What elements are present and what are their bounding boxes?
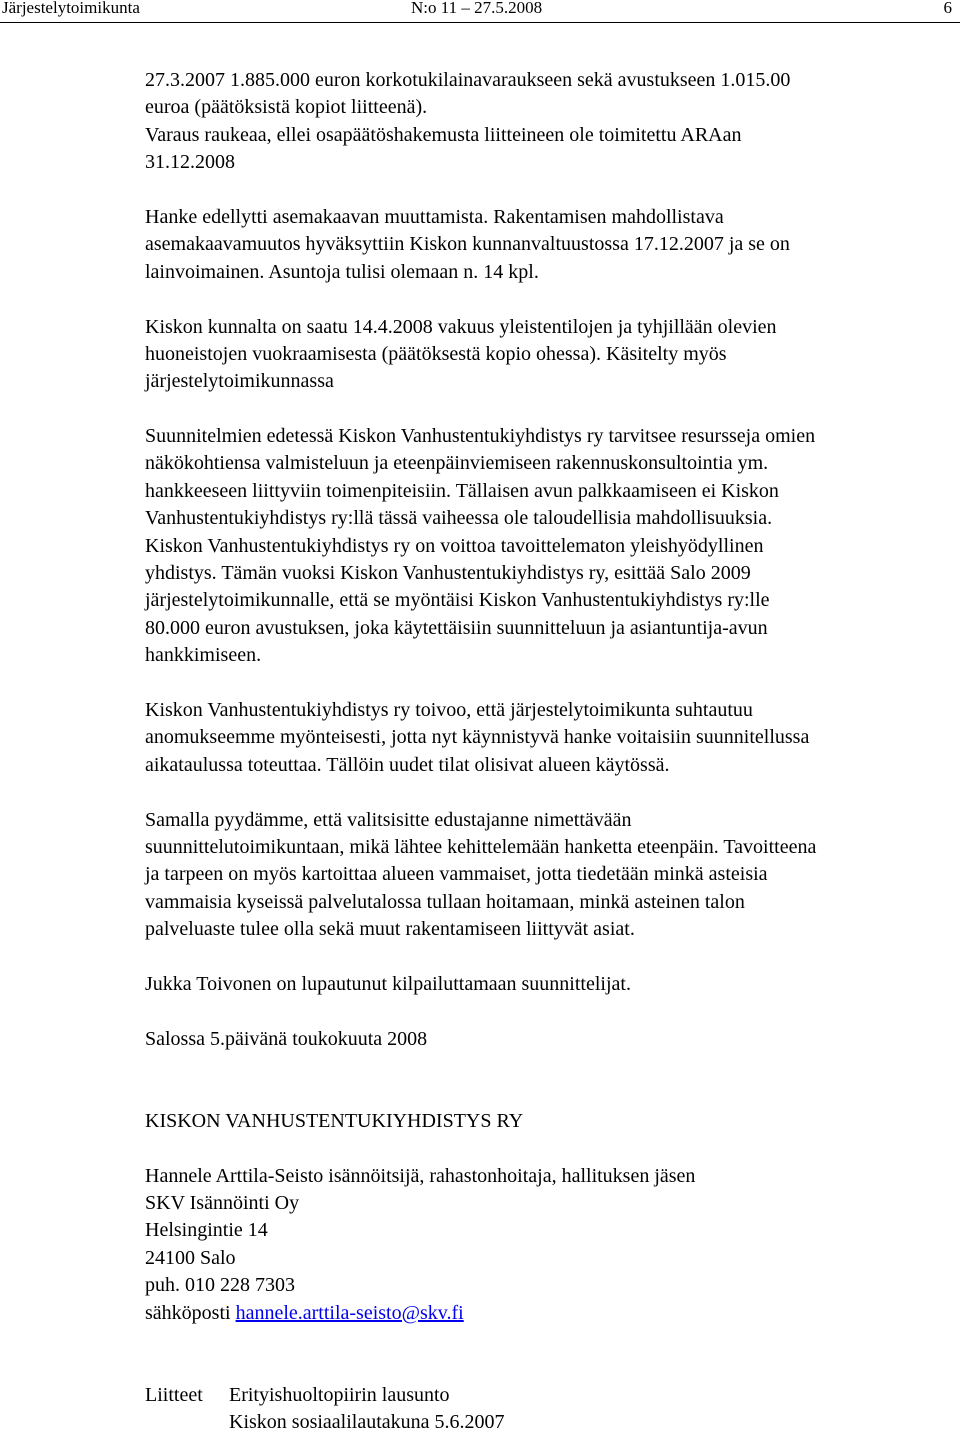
contact-email-line bbox=[145, 1300, 955, 1327]
paragraph-hope bbox=[145, 697, 955, 779]
paragraph-representative bbox=[145, 807, 955, 944]
email-label: sähköposti bbox=[145, 1301, 236, 1324]
attachments-label: Liitteet bbox=[145, 1383, 203, 1406]
header-issue-date: N:o 11 – 27.5.2008 bbox=[411, 0, 543, 17]
page-header bbox=[0, 0, 960, 23]
contact-postal: 24100 Salo bbox=[145, 1246, 236, 1269]
text-line: Kiskon Vanhustentukiyhdistys ry toivoo, että järjestelytoimikunta suhtautuu bbox=[145, 698, 753, 721]
text-line: 80.000 euron avustuksen, joka käytettäisiin suunnitteluun ja asiantuntija-avun bbox=[145, 616, 768, 639]
paragraph-municipality-guarantee bbox=[145, 314, 955, 396]
attachment-row bbox=[145, 1382, 955, 1409]
paragraph-designers: Jukka Toivonen on lupautunut kilpailuttamaan suunnittelijat. bbox=[145, 972, 631, 995]
text-line: 27.3.2007 1.885.000 euron korkotukilainavaraukseen sekä avustukseen 1.015.00 bbox=[145, 69, 791, 91]
text-line: Hanke edellytti asemakaavan muuttamista. Rakentamisen mahdollistava bbox=[145, 205, 724, 228]
contact-phone: puh. 010 228 7303 bbox=[145, 1274, 295, 1297]
text-line: lainvoimainen. Asuntoja tulisi olemaan n. 14 kpl. bbox=[145, 260, 539, 283]
email-link[interactable]: hannele.arttila-seisto@skv.fi bbox=[235, 1301, 464, 1324]
document-body bbox=[145, 67, 955, 1437]
text-line: 31.12.2008 bbox=[145, 151, 235, 174]
paragraph-funding-request bbox=[145, 423, 955, 670]
text-line: yhdistys. Tämän vuoksi Kiskon Vanhustentukiyhdistys ry, esittää Salo 2009 bbox=[145, 562, 751, 585]
attachment-item: Erityishuoltopiirin lausunto bbox=[229, 1383, 450, 1406]
text-line: hankkimiseen. bbox=[145, 644, 262, 667]
attachments-block bbox=[145, 1382, 955, 1437]
contact-street: Helsingintie 14 bbox=[145, 1219, 268, 1242]
text-line: ja tarpeen on myös kartoittaa alueen vammaiset, jotta tiedetään minkä asteisia bbox=[145, 863, 768, 886]
contact-name: Hannele Arttila-Seisto isännöitsijä, rahastonhoitaja, hallituksen jäsen bbox=[145, 1164, 696, 1187]
contact-block bbox=[145, 1163, 955, 1327]
text-line: anomukseemme myönteisesti, jotta nyt käynnistyvä hanke voitaisiin suunnitellussa bbox=[145, 726, 810, 749]
text-line: Samalla pyydämme, että valitsisitte edustajanne nimettävään bbox=[145, 808, 632, 831]
text-line: euroa (päätöksistä kopiot liitteenä). bbox=[145, 96, 428, 119]
text-line: Suunnitelmien edetessä Kiskon Vanhustentukiyhdistys ry tarvitsee resursseja omien bbox=[145, 425, 816, 448]
organization-name: KISKON VANHUSTENTUKIYHDISTYS RY bbox=[145, 1109, 524, 1132]
place-and-date: Salossa 5.päivänä toukokuuta 2008 bbox=[145, 1027, 428, 1050]
text-line: näkökohtiensa valmisteluun ja eteenpäinviemiseen rakennuskonsultointia ym. bbox=[145, 452, 769, 475]
text-line: suunnittelutoimikuntaan, mikä lähtee kehittelemään hanketta eteenpäin. Tavoitteena bbox=[145, 835, 817, 858]
header-title: Järjestelytoimikunta bbox=[2, 0, 140, 17]
text-line: huoneistojen vuokraamisesta (päätöksestä kopio ohessa). Käsitelty myös bbox=[145, 342, 727, 365]
contact-company: SKV Isännöinti Oy bbox=[145, 1192, 300, 1215]
paragraph-zoning bbox=[145, 204, 955, 286]
text-line: Vanhustentukiyhdistys ry:llä tässä vaiheessa ole taloudellisia mahdollisuuksia. bbox=[145, 507, 773, 530]
text-line: palveluaste tulee olla sekä muut rakentamiseen liittyvät asiat. bbox=[145, 918, 635, 941]
attachment-row bbox=[145, 1409, 955, 1436]
text-line: asemakaavamuutos hyväksyttiin Kiskon kunnanvaltuustossa 17.12.2007 ja se on bbox=[145, 233, 790, 256]
text-line: Kiskon kunnalta on saatu 14.4.2008 vakuus yleistentilojen ja tyhjillään olevien bbox=[145, 315, 777, 338]
text-line: vammaisia kyseissä palvelutalossa tullaan hoitamaan, minkä asteinen talon bbox=[145, 890, 745, 913]
paragraph-loan-reservation bbox=[145, 67, 955, 177]
text-line: hankkeeseen liittyviin toimenpiteisiin. Tällaisen avun palkkaamiseen ei Kiskon bbox=[145, 479, 779, 502]
text-line: järjestelytoimikunnalle, että se myöntäisi Kiskon Vanhustentukiyhdistys ry:lle bbox=[145, 589, 770, 612]
text-line: järjestelytoimikunnassa bbox=[145, 370, 334, 393]
text-line: Varaus raukeaa, ellei osapäätöshakemusta liitteineen ole toimitettu ARAan bbox=[145, 123, 742, 146]
text-line: Kiskon Vanhustentukiyhdistys ry on voittoa tavoittelematon yleishyödyllinen bbox=[145, 534, 764, 557]
text-line: aikataulussa toteuttaa. Tällöin uudet tilat olisivat alueen käytössä. bbox=[145, 753, 670, 776]
page-number: 6 bbox=[943, 0, 952, 17]
attachment-item: Kiskon sosiaalilautakuna 5.6.2007 bbox=[229, 1411, 505, 1434]
